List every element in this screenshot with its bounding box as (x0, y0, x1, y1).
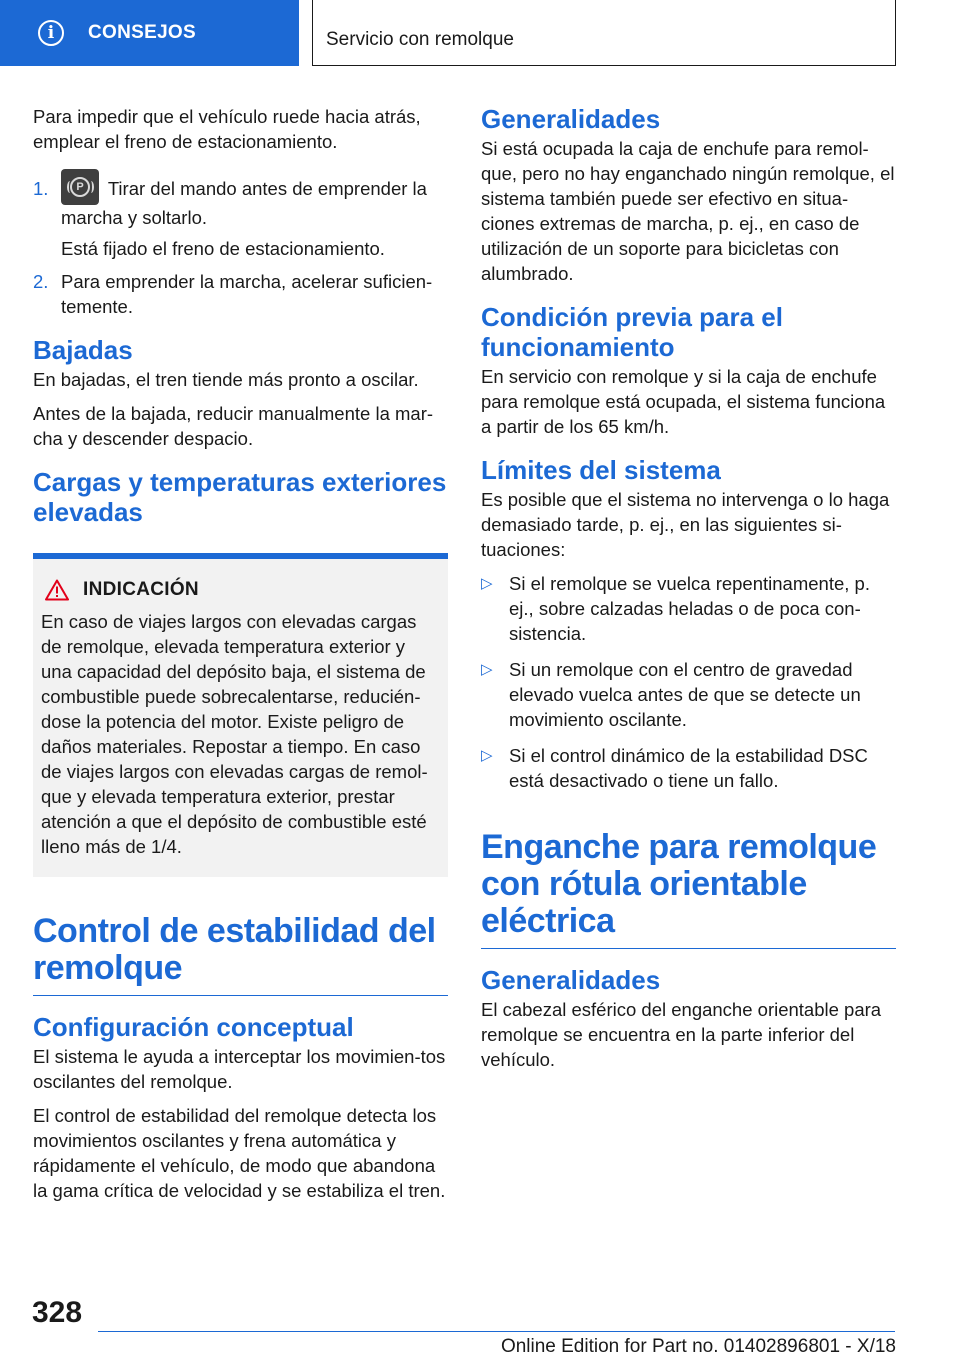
generalidades-2-paragraph: El cabezal esférico del enganche orientable para remolque se encuentra en la parte inferior del vehículo. (481, 999, 882, 1070)
left-column (33, 104, 448, 1212)
footer-divider (98, 1331, 895, 1332)
limites-paragraph: Es posible que el sistema no intervenga o lo haga demasiado tarde, p. ej., en las siguientes si-tuaciones: (481, 489, 890, 560)
section-heading-generalidades-2: Generalidades (481, 965, 661, 995)
page-title: Servicio con remolque (326, 29, 514, 50)
intro-paragraph: Para impedir que el vehículo ruede hacia atrás, emplear el freno de estacionamiento. (33, 106, 421, 152)
generalidades-paragraph: Si está ocupada la caja de enchufe para remol-que, pero no hay enganchado ningún remolque, el sistema también puede ser efectivo en situa-ciones extremas de marcha, p. ej., en caso de utilización de un soporte para bicicletas con alumbrado. (481, 138, 895, 284)
page-number: 328 (32, 1296, 83, 1329)
bullet-triangle-icon: ▷ (481, 661, 493, 678)
limits-list (481, 571, 896, 793)
bullet-triangle-icon: ▷ (481, 747, 493, 764)
right-column (481, 104, 896, 1081)
info-icon: i (38, 20, 64, 46)
step-result: Está fijado el freno de estacionamiento. (61, 238, 385, 259)
section-heading-config: Configuración conceptual (33, 1012, 354, 1042)
step-number: 2. (33, 271, 49, 292)
chapter-heading-enganche: Enganche para remolque con rótula orientable eléctrica (481, 829, 896, 949)
bajadas-paragraph-1: En bajadas, el tren tiende más pronto a oscilar. (33, 369, 419, 390)
list-item: ▷ Si un remolque con el centro de gravedad elevado vuelca antes de que se detecte un movimiento oscilante. (481, 659, 861, 730)
header-tab-label: CONSEJOS (88, 22, 196, 43)
notice-title: INDICACIÓN (83, 579, 199, 600)
parking-brake-icon: P (61, 169, 99, 205)
header-title-box (312, 0, 896, 66)
section-heading-condicion: Condición previa para el funcionamiento (481, 302, 783, 362)
step-text: Para emprender la marcha, acelerar suficien-temente. (61, 271, 433, 317)
chapter-heading-control: Control de estabilidad del remolque (33, 913, 448, 996)
bullet-triangle-icon: ▷ (481, 575, 493, 592)
section-heading-limites: Límites del sistema (481, 455, 721, 485)
section-heading-cargas: Cargas y temperaturas exteriores elevadas (33, 467, 447, 527)
list-item (33, 176, 448, 261)
config-paragraph-2: El control de estabilidad del remolque detecta los movimientos oscilantes y frena automática y rápidamente el vehículo, de modo que abandona la gama crítica de velocidad y se estabiliza el tren. (33, 1105, 446, 1201)
step-number: 1. (33, 178, 49, 199)
notice-header (43, 579, 440, 601)
list-item (33, 269, 448, 319)
condicion-paragraph: En servicio con remolque y si la caja de enchufe para remolque está ocupada, el sistema funciona a partir de los 65 km/h. (481, 366, 886, 437)
list-item: ▷ Si el remolque se vuelca repentinamente, p. ej., sobre calzadas heladas o de poca con-sistencia. (481, 573, 870, 644)
list-item: ▷ Si el control dinámico de la estabilidad DSC está desactivado o tiene un fallo. (481, 745, 868, 791)
header-tab (0, 0, 299, 66)
notice-box (33, 553, 448, 877)
warning-icon (45, 579, 69, 601)
steps-list (33, 176, 448, 319)
bajadas-paragraph-2: Antes de la bajada, reducir manualmente la mar-cha y descender despacio. (33, 403, 434, 449)
step-text: P Tirar del mando antes de emprender la marcha y soltarlo. (61, 176, 448, 230)
config-paragraph-1: El sistema le ayuda a interceptar los movimien-tos oscilantes del remolque. (33, 1046, 446, 1092)
section-heading-bajadas: Bajadas (33, 335, 133, 365)
notice-text: En caso de viajes largos con elevadas cargas de remolque, elevada temperatura exterior y una capacidad del depósito baja, el sistema de combustible puede sobrecalentarse, reducién-dose la potencia del motor. Existe peligro de daños materiales. Repostar a tiempo. En caso de viajes largos con elevadas cargas de remol-que y elevada temperatura exterior, prestar atención a que el depósito de combustible esté lleno más de 1/4. (41, 611, 428, 857)
footer-edition: Online Edition for Part no. 01402896801 - X/18 (500, 1336, 896, 1357)
section-heading-generalidades: Generalidades (481, 104, 661, 134)
